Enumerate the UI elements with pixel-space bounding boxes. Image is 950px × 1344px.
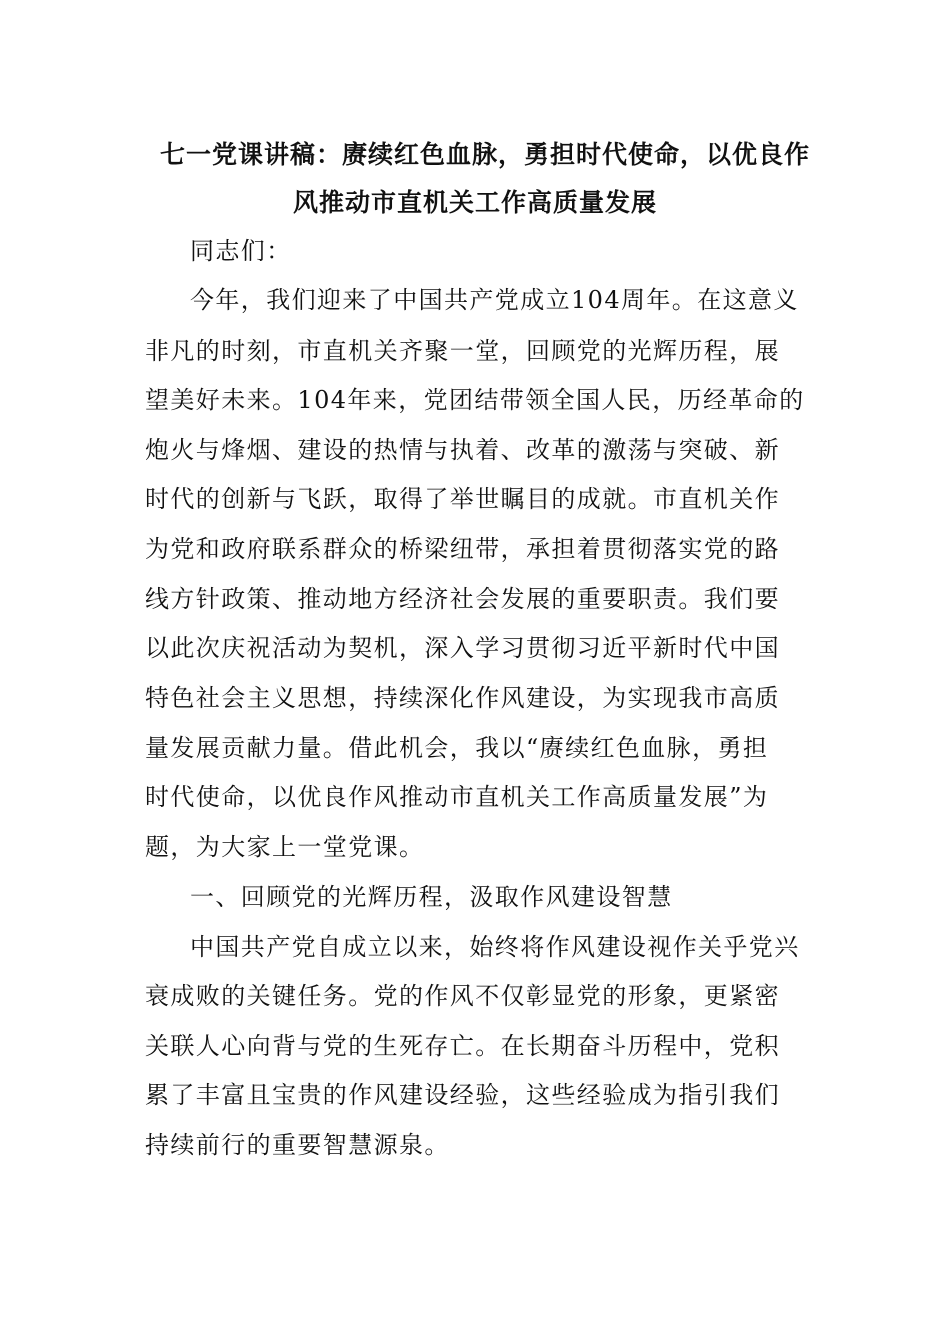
paragraph-line: 累了丰富且宝贵的作风建设经验，这些经验成为指引我们 (145, 1081, 780, 1109)
paragraph-line: 线方针政策、推动地方经济社会发展的重要职责。我们要 (145, 585, 780, 613)
paragraph-line: 题，为大家上一堂党课。 (145, 833, 425, 861)
paragraph-line: 非凡的时刻，市直机关齐聚一堂，回顾党的光辉历程，展 (145, 337, 780, 365)
paragraph-line: 特色社会主义思想，持续深化作风建设，为实现我市高质 (145, 684, 780, 712)
section-heading: 一、回顾党的光辉历程，汲取作风建设智慧 (190, 883, 673, 911)
paragraph-line: 今年，我们迎来了中国共产党成立104周年。在这意义 (190, 286, 799, 314)
document-title-line-1: 七一党课讲稿：赓续红色血脉，勇担时代使命，以优良作 (160, 140, 811, 169)
paragraph-line: 炮火与烽烟、建设的热情与执着、改革的激荡与突破、新 (145, 436, 780, 464)
paragraph-line: 以此次庆祝活动为契机，深入学习贯彻习近平新时代中国 (145, 634, 780, 662)
paragraph-line: 时代的创新与飞跃，取得了举世瞩目的成就。市直机关作 (145, 485, 780, 513)
paragraph-line: 望美好未来。104年来，党团结带领全国人民，历经革命的 (145, 386, 805, 414)
paragraph-line: 衰成败的关键任务。党的作风不仅彰显党的形象，更紧密 (145, 982, 780, 1010)
paragraph-line: 为党和政府联系群众的桥梁纽带，承担着贯彻落实党的路 (145, 535, 780, 563)
paragraph-line: 中国共产党自成立以来，始终将作风建设视作关乎党兴 (190, 933, 800, 961)
paragraph-line: 量发展贡献力量。借此机会，我以“赓续红色血脉，勇担 (145, 734, 769, 762)
document-title-line-2: 风推动市直机关工作高质量发展 (292, 188, 657, 217)
salutation: 同志们： (190, 237, 292, 265)
paragraph-line: 持续前行的重要智慧源泉。 (145, 1131, 450, 1159)
paragraph-line: 关联人心向背与党的生死存亡。在长期奋斗历程中，党积 (145, 1032, 780, 1060)
paragraph-line: 时代使命，以优良作风推动市直机关工作高质量发展”为 (145, 783, 769, 811)
